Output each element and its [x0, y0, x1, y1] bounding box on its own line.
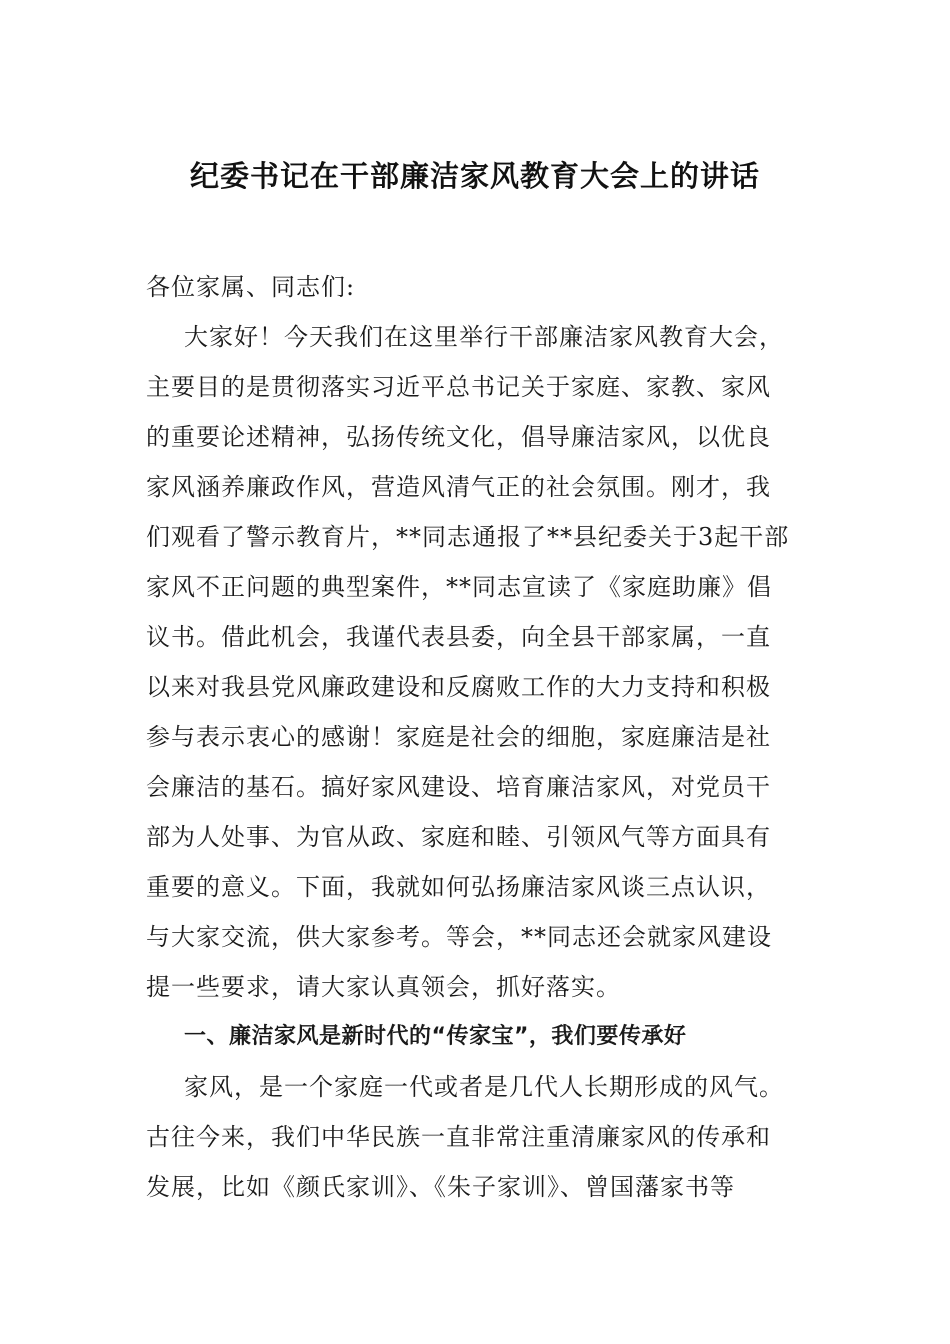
document-body	[146, 262, 806, 1212]
paragraph-line: 与大家交流，供大家参考。等会，**同志还会就家风建设	[146, 923, 772, 951]
paragraph-line: 重要的意义。下面，我就如何弘扬廉洁家风谈三点认识，	[146, 873, 771, 901]
paragraph-line: 以来对我县党风廉政建设和反腐败工作的大力支持和积极	[146, 673, 771, 701]
page-title: 纪委书记在干部廉洁家风教育大会上的讲话	[189, 159, 760, 193]
paragraph-line: 部为人处事、为官从政、家庭和睦、引领风气等方面具有	[146, 823, 771, 851]
paragraph-line: 们观看了警示教育片，**同志通报了**县纪委关于3起干部	[146, 523, 790, 551]
section-heading: 一、廉洁家风是新时代的“传家宝”，我们要传承好	[184, 1024, 687, 1049]
paragraph-line: 家风不正问题的典型案件，**同志宣读了《家庭助廉》倡	[146, 573, 772, 601]
salutation-line: 各位家属、同志们:	[146, 273, 356, 301]
paragraph-line: 家风，是一个家庭一代或者是几代人长期形成的风气。	[184, 1073, 784, 1101]
paragraph-line: 大家好！今天我们在这里举行干部廉洁家风教育大会，	[184, 323, 784, 351]
paragraph-line: 家风涵养廉政作风，营造风清气正的社会氛围。刚才，我	[146, 473, 771, 501]
paragraph-line: 会廉洁的基石。搞好家风建设、培育廉洁家风，对党员干	[146, 773, 771, 801]
paragraph-line: 主要目的是贯彻落实习近平总书记关于家庭、家教、家风	[146, 373, 771, 401]
paragraph-line: 议书。借此机会，我谨代表县委，向全县干部家属，一直	[146, 623, 771, 651]
paragraph-line: 的重要论述精神，弘扬传统文化，倡导廉洁家风，以优良	[146, 423, 771, 451]
paragraph-line: 古往今来，我们中华民族一直非常注重清廉家风的传承和	[146, 1123, 771, 1151]
paragraph-line: 提一些要求，请大家认真领会，抓好落实。	[146, 973, 621, 1001]
paragraph-line: 发展，比如《颜氏家训》、《朱子家训》、曾国藩家书等	[146, 1173, 735, 1201]
paragraph-line: 参与表示衷心的感谢！家庭是社会的细胞，家庭廉洁是社	[146, 723, 771, 751]
